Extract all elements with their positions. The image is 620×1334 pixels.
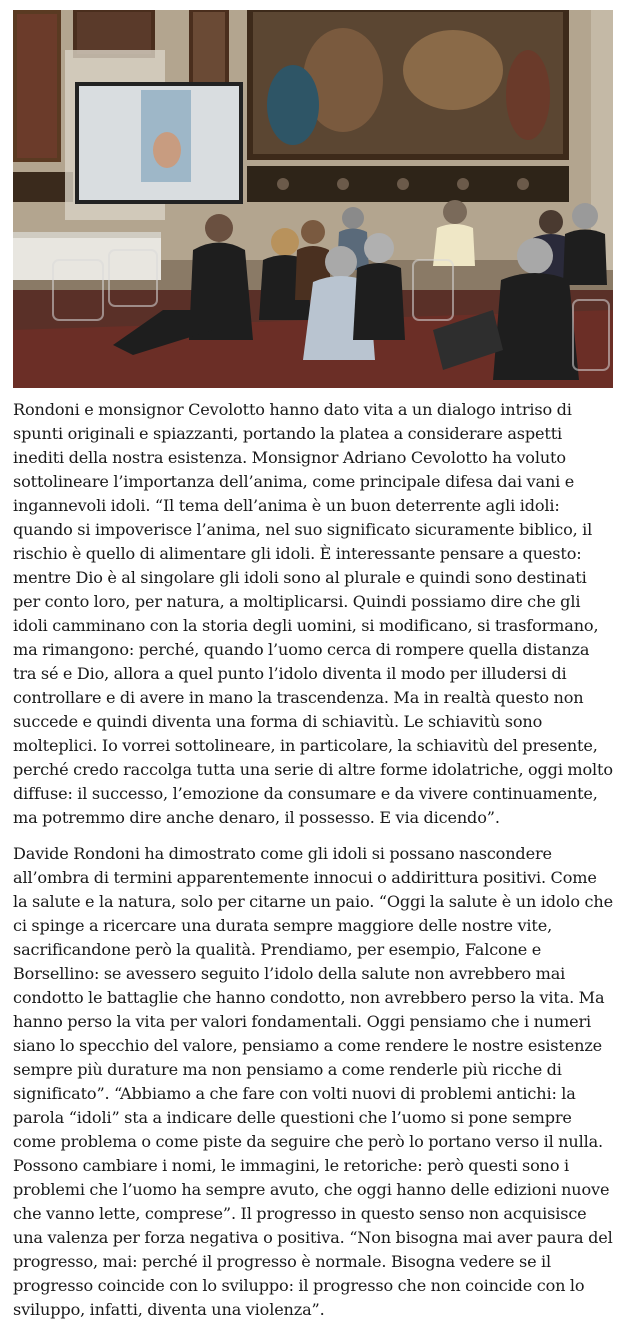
article-paragraph: Rondoni e monsignor Cevolotto hanno dato vita a un dialogo intriso di spunti originali e spiazzanti, portando la platea a considerare aspetti inediti della nostra esistenza. Monsignor Adriano Cevolotto ha voluto sottolineare l’importanza dell’anima, come principale difesa dai vani e ingannevoli idoli. “Il tema dell’anima è un buon deterrente agli idoli: quando si impoverisce l’anima, nel suo significato sicuramente biblico, il rischio è quello di alimentare gli idoli. È interessante pensare a questo: mentre Dio è al singolare gli idoli sono al plurale e quindi sono destinati per conto loro, per natura, a moltiplicarsi. Quindi possiamo dire che gli idoli camminano con la storia degli uomini, si modificano, si trasformano, ma rimangono: perché, quando l’uomo cerca di rompere quella distanza tra sé e Dio, allora a quel punto l’idolo diventa il modo per illudersi di controllare e di avere in mano la trascendenza. Ma in realtà questo non succede e quindi diventa una forma di schiavitù. Le schiavitù sono molteplici. Io vorrei sottolineare, in particolare, la schiavitù del presente, perché credo raccolga tutta una serie di altre forme idolatriche, oggi molto diffuse: il successo, l’emozione da consumare e da vivere continuamente, ma potremmo dire anche denaro, il possesso. E via dicendo”. [13,400,613,827]
article-paragraph: Davide Rondoni ha dimostrato come gli idoli si possano nascondere all’ombra di termini apparentemente innocui o addirittura positivi. Come la salute e la natura, solo per citarne un paio. “Oggi la salute è un idolo che ci spinge a ricercare una durata sempre maggiore delle nostre vite, sacrificandone però la qualità. Prendiamo, per esempio, Falcone e Borsellino: se avessero seguito l’idolo della salute non avrebbero mai condotto le battaglie che hanno condotto, non avrebbero perso la vita. Ma hanno perso la vita per valori fondamentali. Oggi pensiamo che i numeri siano lo specchio del valore, pensiamo a come rendere le nostre esistenze sempre più durature ma non pensiamo a come renderle più ricche di significato”. “Abbiamo a che fare con volti nuovi di problemi antichi: la parola “idoli” sta a indicare delle questioni che l’uomo si pone sempre come problema o come piste da seguire che però lo portano verso il nulla. Possono cambiare i nomi, le immagini, le retoriche: però questi sono i problemi che l’uomo ha sempre avuto, che oggi hanno delle edizioni nuove che vanno lette, comprese”. Il progresso in questo senso non acquisisce una valenza per forza negativa o positiva. “Non bisogna mai aver paura del progresso, mai: perché il progresso è normale. Bisogna vedere se il progresso coincide con lo sviluppo: il progresso che non coincide con lo sviluppo, infatti, diventa una violenza”. [13,844,613,1319]
conference-photo [13,10,613,388]
article-body [13,398,613,1322]
conference-photo-illustration [13,10,613,388]
